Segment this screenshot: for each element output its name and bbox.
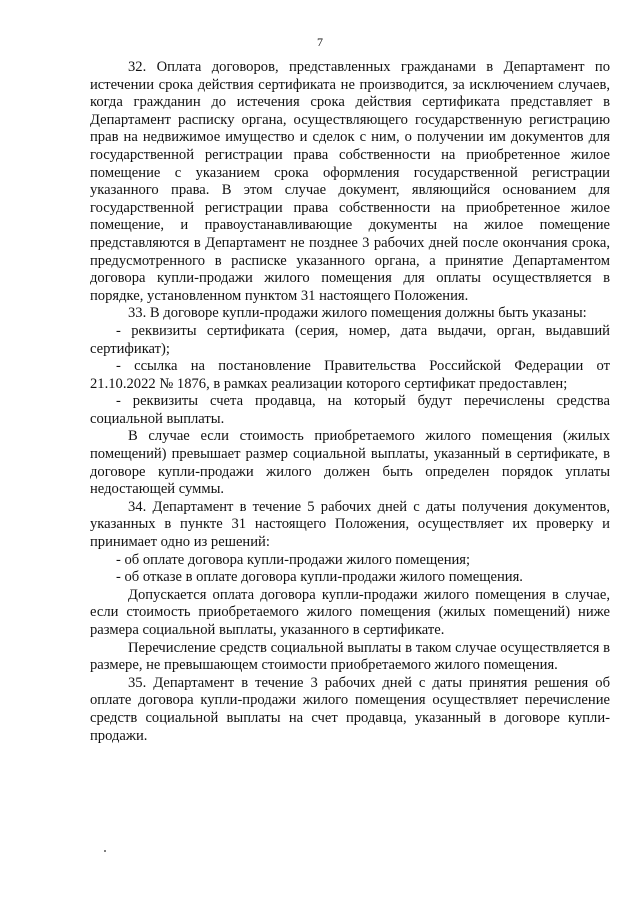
paragraph-33-item-3: - реквизиты счета продавца, на который будут перечислены средства социальной выплаты. bbox=[90, 393, 610, 427]
paragraph-33-note: В случае если стоимость приобретаемого жилого помещения (жилых помещений) превышает размер социальной выплаты, указанный в сертификате, в договоре купли-продажи жилого должен быть определен порядок уплаты недостающей суммы. bbox=[90, 428, 610, 498]
paragraph-34-item-2: - об отказе в оплате договора купли-продажи жилого помещения. bbox=[116, 569, 523, 586]
paragraph-34-note-1: Допускается оплата договора купли-продажи жилого помещения в случае, если стоимость приобретаемого жилого помещения (жилых помещений) ниже размера социальной выплаты, указанного в сертификате. bbox=[90, 586, 610, 638]
paragraph-33: 33. В договоре купли-продажи жилого помещения должны быть указаны: bbox=[128, 305, 587, 322]
paragraph-33-item-1: - реквизиты сертификата (серия, номер, дата выдачи, орган, выдавший сертификат); bbox=[90, 322, 610, 357]
scan-speck bbox=[104, 850, 106, 852]
paragraph-33-item-2: - ссылка на постановление Правительства Российской Федерации от 21.10.2022 № 1876, в рамках реализации которого сертификат предоставлен; bbox=[90, 358, 610, 392]
document-body bbox=[90, 59, 610, 745]
paragraph-35: 35. Департамент в течение 3 рабочих дней с даты принятия решения об оплате договора купли-продажи жилого помещения осуществляет перечисление средств социальной выплаты на счет продавца, указанный в договоре купли-продажи. bbox=[90, 674, 610, 744]
paragraph-34-item-1: - об оплате договора купли-продажи жилого помещения; bbox=[116, 551, 471, 568]
paragraph-34-note-2: Перечисление средств социальной выплаты в таком случае осуществляется в размере, не превышающем стоимости приобретаемого жилого помещения. bbox=[90, 639, 610, 674]
page-number: 7 bbox=[317, 35, 323, 49]
paragraph-34: 34. Департамент в течение 5 рабочих дней с даты получения документов, указанных в пункте 31 настоящего Положения, осуществляет их проверку и принимает одно из решений: bbox=[90, 498, 610, 551]
paragraph-32: 32. Оплата договоров, представленных гражданами в Департамент по истечении срока действия сертификата не производится, за исключением случаев, когда гражданин до истечения срока действия сертификата представляет в Департамент расписку органа, осуществляющего государственную регистрацию прав на недвижимое имущество и сделок с ним, о получении им документов для государственной регистрации права собственности на приобретенное жилое помещение с указанием срока оформления государственной регистрации указанного права. В этом случае документ, являющийся основанием для государственной регистрации права собственности на приобретенное жилое помещение, и правоустанавливающие документы на жилое помещение представляются в Департамент не позднее 3 рабочих дней после окончания срока, предусмотренного в расписке указанного органа, а принятие Департаментом договора купли-продажи жилого помещения для оплаты осуществляется в порядке, установленном пунктом 31 настоящего Положения. bbox=[90, 59, 610, 304]
